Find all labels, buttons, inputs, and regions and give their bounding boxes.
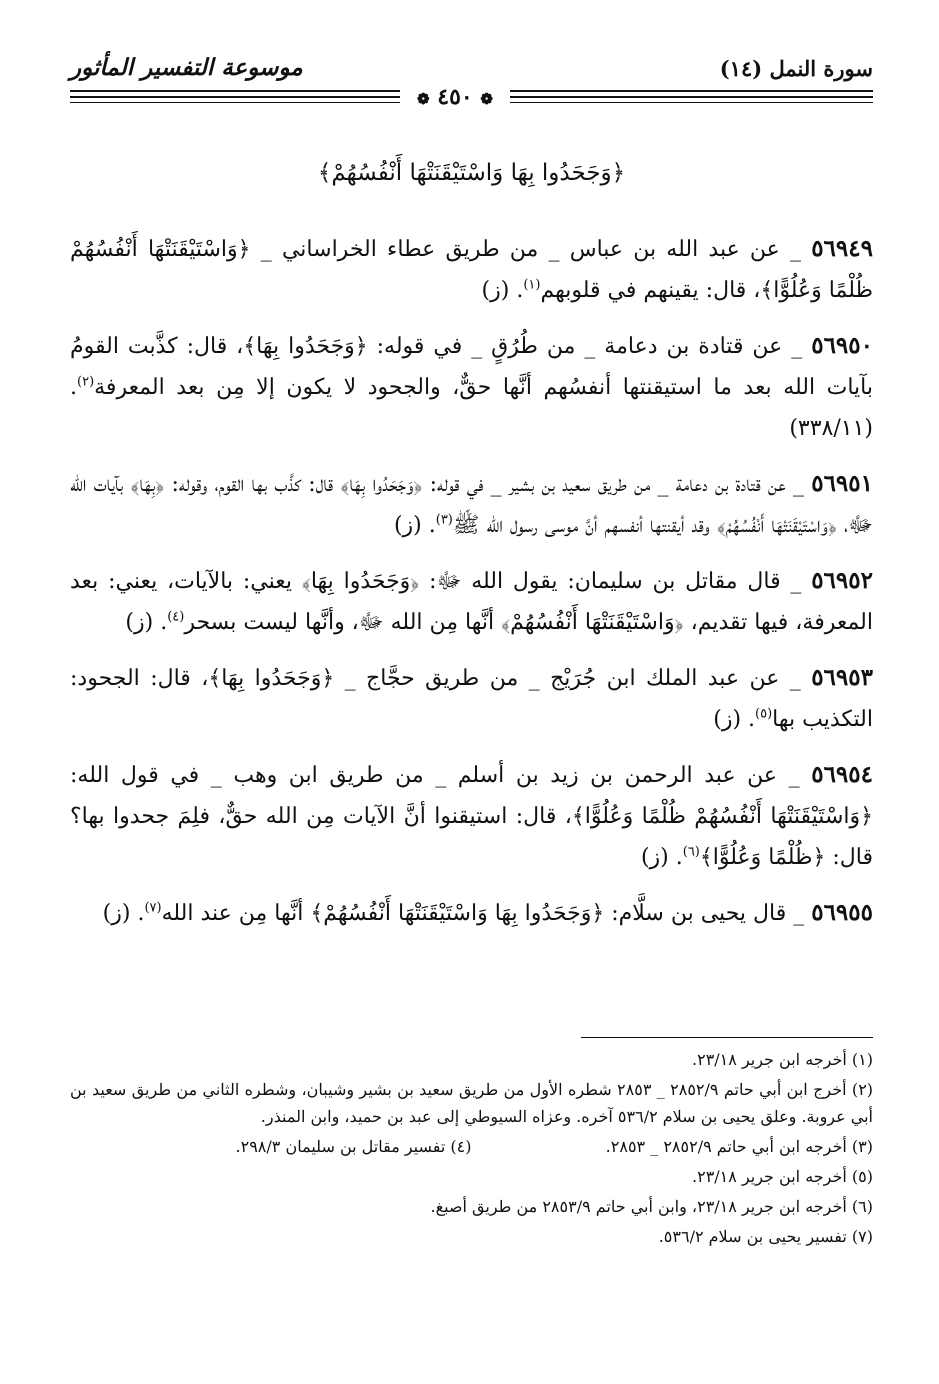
entry-text: _ عن عبد الرحمن بن زيد بن أسلم _ من طريق ابن وهب _ في قول الله: ﴿وَاسْتَيْقَنَتْهَا أَنْفُسُهُمْ ظُلْمًا وَعُلُوًّا﴾، قال: استيقنوا أنَّ الآيات مِن الله حقٌّ، فلِمَ جحدوا بها؟ قال: ﴿ظُلْمًا وَعُلُوًّا﴾ (70, 763, 873, 870)
entry-text: _ قال يحيى بن سلَّام: ﴿وَجَحَدُوا بِهَا وَاسْتَيْقَنَتْهَا أَنْفُسُهُمْ﴾ أنَّها مِن عند الله (161, 901, 805, 926)
hadith-entry (70, 560, 873, 643)
entry-number: ٥٦٩٥٥ (811, 899, 873, 926)
entry-tail: . (ز) (481, 278, 524, 303)
surah-title: سورة النمل (١٤) (719, 56, 873, 81)
footnote-marker: (٦) (682, 844, 700, 860)
footnote: (٥) أخرجه ابن جرير ٢٣/١٨. (692, 1167, 873, 1186)
entry-text: _ عن عبد الله بن عباس _ من طريق عطاء الخراساني _ ﴿وَاسْتَيْقَنَتْهَا أَنْفُسُهُمْ ظُلْمًا وَعُلُوًّا﴾، قال: يقينهم في قلوبهم (70, 237, 873, 303)
hadith-entry (70, 325, 873, 449)
footnote: (٣) أخرجه ابن أبي حاتم ٢٨٥٢/٩ _ ٢٨٥٣. (605, 1137, 873, 1156)
ornament-icon: ❁ (417, 90, 430, 108)
hadith-entry (70, 463, 873, 546)
entry-number: ٥٦٩٥٠ (811, 332, 873, 359)
entry-tail: . (ز) (125, 610, 168, 635)
footnote: (٤) تفسير مقاتل بن سليمان ٢٩٨/٣. (235, 1137, 472, 1156)
hadith-entry (70, 657, 873, 740)
entry-number: ٥٦٩٤٩ (811, 235, 873, 262)
entry-tail: . (ز) (102, 901, 145, 926)
entry-tail: . (ز) (640, 845, 683, 870)
entry-number: ٥٦٩٥٣ (811, 664, 873, 691)
footnotes (70, 1046, 873, 1253)
entry-text: _ عن قتادة بن دعامة _ من طريق سعيد بن بشير _ في قوله: ﴿وَجَحَدُوا بِهَا﴾ قال: كذَّب بها القوم، وقوله: ﴿بِهَا﴾ بآيات الله ﷻ، ﴿وَاسْتَيْقَنَتْهَا أَنْفُسُهُمْ﴾ وقد أيقنتها أنفسهم أنَّ موسى رسول الله ﷺ (70, 472, 873, 538)
footnote-separator (581, 1037, 873, 1038)
footnote-marker: (٢) (77, 374, 95, 390)
footnote: (٢) أخرج ابن أبي حاتم ٢٨٥٢/٩ _ ٢٨٥٣ شطره الأول من طريق سعيد بن بشير وشيبان، وشطره الثاني من طريق سعيد بن أبي عروبة. وعلق يحيى بن سلام ٥٣٦/٢ آخره. وعزاه السيوطي إلى عبد بن حميد، وابن المنذر. (70, 1080, 874, 1126)
entry-tail: . (ز) (713, 707, 756, 732)
entry-tail: . (ز) (393, 513, 436, 538)
page-number-bar (70, 86, 873, 112)
hadith-entry (70, 228, 873, 311)
entry-tail: . (٣٣٨/١١) (70, 375, 873, 441)
book-title: موسوعة التفسير المأثور (70, 54, 303, 81)
entry-number: ٥٦٩٥٤ (811, 761, 873, 788)
footnote-row (70, 1133, 873, 1163)
footnote: (١) أخرجه ابن جرير ٢٣/١٨. (692, 1050, 873, 1069)
footnote: (٧) تفسير يحيى بن سلام ٥٣٦/٢. (658, 1227, 873, 1246)
footnote: (٦) أخرجه ابن جرير ٢٣/١٨، وابن أبي حاتم ٢٨٥٣/٩ من طريق أصبغ. (430, 1197, 873, 1216)
entry-text: _ عن عبد الملك ابن جُرَيْج _ من طريق حجَّاج _ ﴿وَجَحَدُوا بِهَا﴾، قال: الجحود: التكذيب بها (70, 666, 873, 732)
footnote-marker: (٤) (167, 609, 185, 625)
hadith-entry (70, 892, 873, 934)
footnote-marker: (١) (523, 277, 541, 293)
entry-number: ٥٦٩٥١ (811, 470, 873, 497)
entry-text: _ عن قتادة بن دعامة _ من طُرُقٍ _ في قوله: ﴿وَجَحَدُوا بِهَا﴾، قال: كذَّبت القومُ بآيات الله بعد ما استيقنتها أنفسُهم أنَّها حقٌّ، والجحود لا يكون إلا مِن بعد المعرفة (70, 334, 873, 400)
page-number (400, 84, 510, 110)
ornament-icon: ❁ (480, 90, 493, 108)
entry-text: _ قال مقاتل بن سليمان: يقول الله ﷻ: ﴿وَجَحَدُوا بِهَا﴾ يعني: بالآيات، يعني: بعد المعرفة، فيها تقديم، ﴿وَاسْتَيْقَنَتْهَا أَنْفُسُهُمْ﴾ أنَّها مِن الله ﷻ، وأنَّها ليست بسحر (70, 569, 873, 635)
footnote-marker: (٧) (144, 900, 162, 916)
main-text (70, 228, 873, 948)
page-number-value: ٤٥٠ (437, 84, 473, 110)
footnote-marker: (٥) (755, 706, 773, 722)
verse-heading: ﴿وَجَحَدُوا بِهَا وَاسْتَيْقَنَتْهَا أَنْفُسُهُمْ﴾ (317, 160, 626, 186)
hadith-entry (70, 754, 873, 878)
footnote-marker: (٣) (435, 512, 453, 528)
entry-number: ٥٦٩٥٢ (811, 567, 873, 594)
